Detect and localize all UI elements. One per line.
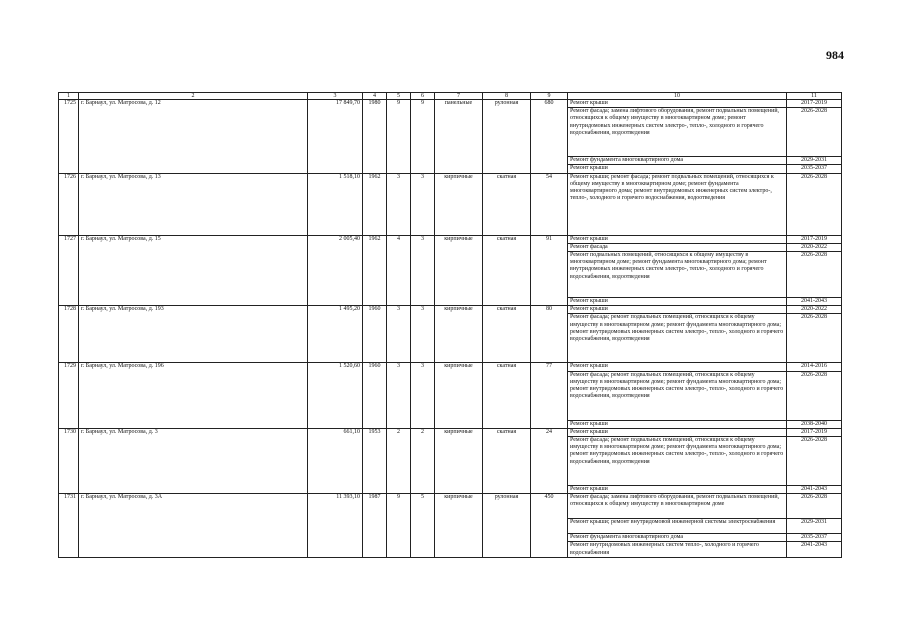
floors-max: 9 [387, 100, 411, 174]
work-period: 2020-2022 [787, 306, 842, 314]
page-number: 984 [826, 48, 844, 62]
work-description: Ремонт фундамента многоквартирного дома [568, 534, 787, 542]
building-number: 1726 [59, 173, 79, 235]
work-period: 2035-2037 [787, 165, 842, 173]
work-period: 2041-2043 [787, 542, 842, 557]
work-description: Ремонт крыши [568, 363, 787, 371]
work-description: Ремонт крыши [568, 486, 787, 494]
building-year: 1962 [363, 235, 387, 306]
floors-min: 9 [411, 100, 435, 174]
work-description: Ремонт подвальных помещений, относящихся к общему имуществу в многоквартирном доме; ремонт фундамента многоквартирного дома; ремонт внутридомовых инженерных систем электро-, тепло-, холодного и горячего водоснабжения, водоотведения [568, 252, 787, 298]
work-description: Ремонт крыши [568, 306, 787, 314]
work-period: 2026-2028 [787, 494, 842, 519]
building-address: г. Барнаул, ул. Матросова, д. 13 [79, 173, 308, 235]
work-description: Ремонт крыши [568, 235, 787, 243]
building-year: 1987 [363, 494, 387, 558]
wall-material: панельные [435, 100, 483, 174]
floors-min: 5 [411, 494, 435, 558]
work-period: 2020-2022 [787, 243, 842, 251]
building-area: 1 520,60 [308, 363, 363, 428]
wall-material: кирпичные [435, 494, 483, 558]
work-description: Ремонт фасада [568, 243, 787, 251]
building-address: г. Барнаул, ул. Матросова, д. 12 [79, 100, 308, 174]
work-description: Ремонт фасада; замена лифтового оборудования, ремонт подвальных помещений, относящихся к общему имуществу в многоквартирном доме [568, 494, 787, 519]
table-row [59, 494, 842, 519]
roof-type: рулонная [483, 100, 531, 174]
building-address: г. Барнаул, ул. Матросова, д. 196 [79, 363, 308, 428]
building-area: 1 495,20 [308, 306, 363, 363]
floors-max: 3 [387, 173, 411, 235]
floors-max: 4 [387, 235, 411, 306]
header-cell: 8 [483, 93, 531, 100]
work-period: 2041-2043 [787, 298, 842, 306]
work-description: Ремонт крыши [568, 165, 787, 173]
work-description: Ремонт фасада; ремонт подвальных помещений, относящихся к общему имуществу в многоквартирном доме; ремонт фундамента многоквартирного дома; ремонт внутридомовых инженерных систем электро-, тепло-, холодного и горячего водоснабжения, водоотведения [568, 437, 787, 486]
building-number: 1730 [59, 428, 79, 493]
floors-min: 3 [411, 235, 435, 306]
work-period: 2017-2019 [787, 428, 842, 436]
floors-max: 9 [387, 494, 411, 558]
header-cell: 6 [411, 93, 435, 100]
table-row [59, 235, 842, 243]
roof-type: скатная [483, 173, 531, 235]
residents-count: 80 [531, 306, 568, 363]
building-year: 1962 [363, 173, 387, 235]
work-period: 2029-2031 [787, 157, 842, 165]
roof-type: скатная [483, 363, 531, 428]
residents-count: 450 [531, 494, 568, 558]
work-period: 2026-2028 [787, 108, 842, 157]
roof-type: скатная [483, 306, 531, 363]
header-cell: 11 [787, 93, 842, 100]
building-number: 1728 [59, 306, 79, 363]
table-row [59, 173, 842, 235]
header-cell: 10 [568, 93, 787, 100]
header-cell: 9 [531, 93, 568, 100]
floors-max: 2 [387, 428, 411, 493]
wall-material: кирпичные [435, 235, 483, 306]
floors-max: 3 [387, 363, 411, 428]
work-description: Ремонт крыши [568, 428, 787, 436]
work-description: Ремонт фундамента многоквартирного дома [568, 157, 787, 165]
building-area: 1 518,10 [308, 173, 363, 235]
table-row [59, 100, 842, 108]
table-row [59, 428, 842, 436]
header-cell: 1 [59, 93, 79, 100]
residents-count: 77 [531, 363, 568, 428]
building-address: г. Барнаул, ул. Матросова, д. 193 [79, 306, 308, 363]
work-period: 2035-2037 [787, 534, 842, 542]
building-year: 1980 [363, 100, 387, 174]
table-row [59, 363, 842, 371]
building-area: 17 849,70 [308, 100, 363, 174]
work-description: Ремонт внутридомовых инженерных систем тепло-, холодного и горячего водоснабжения [568, 542, 787, 557]
floors-min: 3 [411, 306, 435, 363]
work-period: 2026-2028 [787, 314, 842, 363]
building-address: г. Барнаул, ул. Матросова, д. 3 [79, 428, 308, 493]
header-cell: 7 [435, 93, 483, 100]
floors-min: 2 [411, 428, 435, 493]
work-period: 2026-2028 [787, 437, 842, 486]
work-period: 2026-2028 [787, 371, 842, 420]
work-description: Ремонт фасада; замена лифтового оборудования, ремонт подвальных помещений, относящихся к общему имуществу в многоквартирном доме; ремонт внутридомовых инженерных систем электро-, тепло-, холодного и горячего водоснабжения, водоотведения [568, 108, 787, 157]
wall-material: кирпичные [435, 428, 483, 493]
building-number: 1725 [59, 100, 79, 174]
table-row [59, 306, 842, 314]
floors-max: 3 [387, 306, 411, 363]
wall-material: кирпичные [435, 306, 483, 363]
floors-min: 3 [411, 363, 435, 428]
header-cell: 2 [79, 93, 308, 100]
building-number: 1729 [59, 363, 79, 428]
header-cell: 3 [308, 93, 363, 100]
header-row [59, 93, 842, 100]
wall-material: кирпичные [435, 173, 483, 235]
roof-type: рулонная [483, 494, 531, 558]
building-area: 11 393,10 [308, 494, 363, 558]
building-year: 1960 [363, 306, 387, 363]
residents-count: 91 [531, 235, 568, 306]
building-address: г. Барнаул, ул. Матросова, д. 15 [79, 235, 308, 306]
roof-type: скатная [483, 235, 531, 306]
work-description: Ремонт фасада; ремонт подвальных помещений, относящихся к общему имуществу в многоквартирном доме; ремонт фундамента многоквартирного дома; ремонт внутридомовых инженерных систем электро-, тепло-, холодного и горячего водоснабжения, водоотведения [568, 371, 787, 420]
work-description: Ремонт крыши; ремонт внутридомовой инженерной системы электроснабжения [568, 519, 787, 534]
building-number: 1727 [59, 235, 79, 306]
residents-count: 680 [531, 100, 568, 174]
work-description: Ремонт крыши [568, 298, 787, 306]
work-period: 2026-2028 [787, 252, 842, 298]
building-year: 1953 [363, 428, 387, 493]
wall-material: кирпичные [435, 363, 483, 428]
residents-count: 54 [531, 173, 568, 235]
work-period: 2029-2031 [787, 519, 842, 534]
building-address: г. Барнаул, ул. Матросова, д. 3А [79, 494, 308, 558]
work-description: Ремонт крыши [568, 100, 787, 108]
work-period: 2026-2028 [787, 173, 842, 235]
work-period: 2041-2043 [787, 486, 842, 494]
building-year: 1960 [363, 363, 387, 428]
building-number: 1731 [59, 494, 79, 558]
residents-count: 24 [531, 428, 568, 493]
building-area: 661,10 [308, 428, 363, 493]
work-period: 2014-2016 [787, 363, 842, 371]
floors-min: 3 [411, 173, 435, 235]
work-description: Ремонт крыши [568, 420, 787, 428]
work-period: 2017-2019 [787, 100, 842, 108]
building-area: 2 005,40 [308, 235, 363, 306]
work-period: 2038-2040 [787, 420, 842, 428]
roof-type: скатная [483, 428, 531, 493]
work-description: Ремонт крыши; ремонт фасада; ремонт подвальных помещений, относящихся к общему имуществу в многоквартирном доме; ремонт фундамента многоквартирного дома; ремонт внутридомовых инженерных систем электро-, тепло-, холодного и горячего водоснабжения, водоотведения [568, 173, 787, 235]
work-period: 2017-2019 [787, 235, 842, 243]
capital-repair-table [58, 92, 842, 558]
work-description: Ремонт фасада; ремонт подвальных помещений, относящихся к общему имуществу в многоквартирном доме; ремонт фундамента многоквартирного дома; ремонт внутридомовых инженерных систем электро-, тепло-, холодного и горячего водоснабжения, водоотведения [568, 314, 787, 363]
header-cell: 5 [387, 93, 411, 100]
header-cell: 4 [363, 93, 387, 100]
